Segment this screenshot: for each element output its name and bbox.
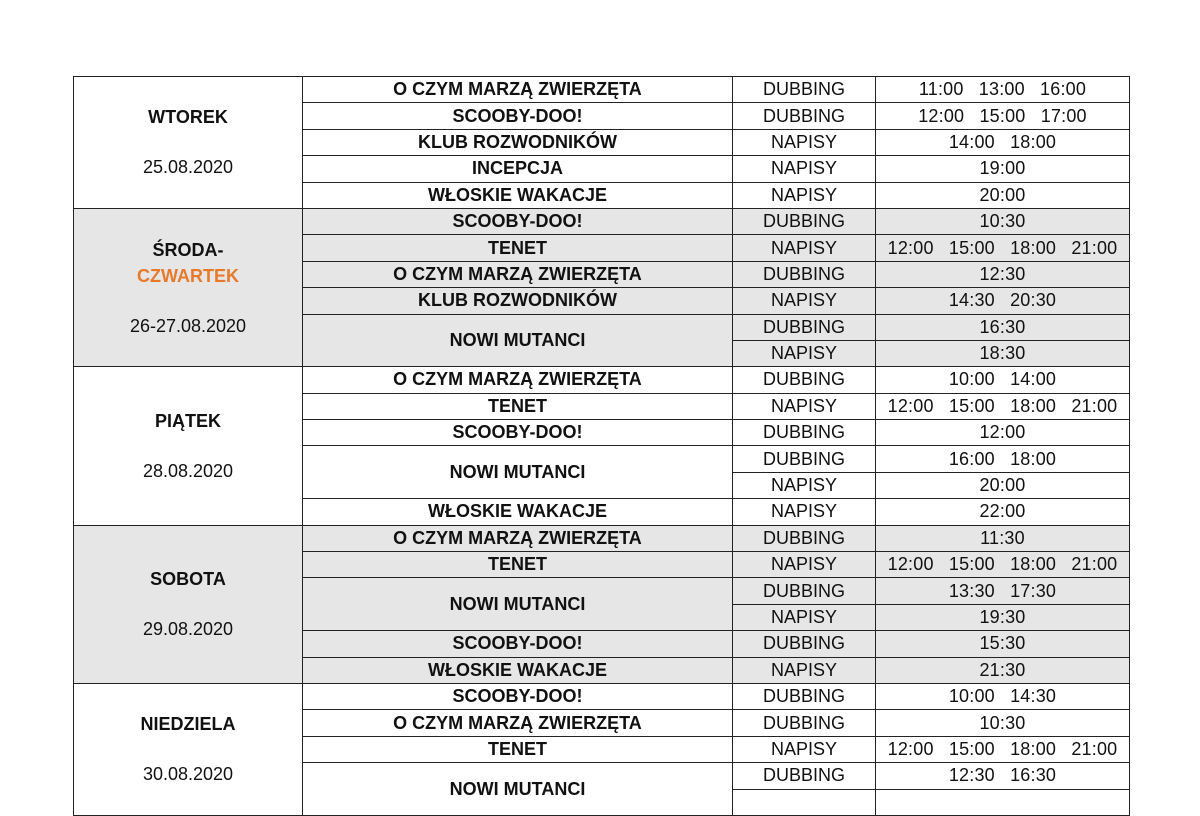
- movie-version: NAPISY: [733, 393, 876, 419]
- movie-title: WŁOSKIE WAKACJE: [303, 657, 733, 683]
- movie-version: NAPISY: [733, 235, 876, 261]
- showtimes: 10:30: [876, 710, 1130, 736]
- movie-version: [733, 789, 876, 815]
- movie-title: INCEPCJA: [303, 156, 733, 182]
- day-cell: [74, 367, 303, 525]
- day-date: 26-27.08.2020: [129, 315, 247, 336]
- movie-title: WŁOSKIE WAKACJE: [303, 182, 733, 208]
- movie-version: DUBBING: [733, 367, 876, 393]
- movie-version: DUBBING: [733, 578, 876, 604]
- schedule-body: [74, 77, 1130, 816]
- showtimes: 11:30: [876, 525, 1130, 551]
- day-date: 29.08.2020: [142, 619, 234, 640]
- movie-version: DUBBING: [733, 314, 876, 340]
- movie-version: NAPISY: [733, 472, 876, 498]
- movie-title: NOWI MUTANCI: [303, 578, 733, 631]
- movie-version: DUBBING: [733, 208, 876, 234]
- showtimes: 16:00 18:00: [876, 446, 1130, 472]
- movie-title: O CZYM MARZĄ ZWIERZĘTA: [303, 367, 733, 393]
- movie-version: NAPISY: [733, 288, 876, 314]
- movie-version: DUBBING: [733, 261, 876, 287]
- showtimes: 12:00 15:00 18:00 21:00: [876, 736, 1130, 762]
- showtimes: 12:00 15:00 18:00 21:00: [876, 552, 1130, 578]
- movie-version: DUBBING: [733, 77, 876, 103]
- movie-version: NAPISY: [733, 156, 876, 182]
- day-date: 28.08.2020: [142, 460, 234, 481]
- showtimes: 21:30: [876, 657, 1130, 683]
- movie-version: DUBBING: [733, 525, 876, 551]
- movie-version: DUBBING: [733, 446, 876, 472]
- movie-title: O CZYM MARZĄ ZWIERZĘTA: [303, 261, 733, 287]
- showtimes: 20:00: [876, 472, 1130, 498]
- showtimes: 12:00 15:00 18:00 21:00: [876, 235, 1130, 261]
- showtimes: 20:00: [876, 182, 1130, 208]
- showtimes: 14:00 18:00: [876, 129, 1130, 155]
- movie-title: O CZYM MARZĄ ZWIERZĘTA: [303, 525, 733, 551]
- showtimes: 13:30 17:30: [876, 578, 1130, 604]
- schedule-row: [74, 525, 1130, 551]
- day-cell: [74, 525, 303, 683]
- movie-title: SCOOBY-DOO!: [303, 103, 733, 129]
- movie-version: DUBBING: [733, 420, 876, 446]
- showtimes: 16:30: [876, 314, 1130, 340]
- day-cell: [74, 77, 303, 209]
- day-cell: [74, 208, 303, 366]
- showtimes: 10:00 14:30: [876, 683, 1130, 709]
- movie-version: NAPISY: [733, 552, 876, 578]
- movie-version: NAPISY: [733, 129, 876, 155]
- showtimes: 12:30 16:30: [876, 763, 1130, 789]
- day-name-extra: CZWARTEK: [137, 265, 239, 286]
- schedule-row: [74, 367, 1130, 393]
- schedule-row: [74, 77, 1130, 103]
- movie-version: NAPISY: [733, 604, 876, 630]
- showtimes: 12:30: [876, 261, 1130, 287]
- movie-title: TENET: [303, 736, 733, 762]
- showtimes: 10:30: [876, 208, 1130, 234]
- movie-version: DUBBING: [733, 103, 876, 129]
- movie-title: O CZYM MARZĄ ZWIERZĘTA: [303, 710, 733, 736]
- movie-version: NAPISY: [733, 657, 876, 683]
- movie-title: WŁOSKIE WAKACJE: [303, 499, 733, 525]
- movie-version: DUBBING: [733, 683, 876, 709]
- movie-title: KLUB ROZWODNIKÓW: [303, 129, 733, 155]
- movie-version: DUBBING: [733, 763, 876, 789]
- movie-title: SCOOBY-DOO!: [303, 683, 733, 709]
- showtimes: 19:30: [876, 604, 1130, 630]
- movie-title: KLUB ROZWODNIKÓW: [303, 288, 733, 314]
- showtimes: 18:30: [876, 340, 1130, 366]
- movie-version: DUBBING: [733, 710, 876, 736]
- movie-version: DUBBING: [733, 631, 876, 657]
- schedule-table: [73, 76, 1130, 816]
- showtimes: 11:00 13:00 16:00: [876, 77, 1130, 103]
- schedule-row: [74, 683, 1130, 709]
- showtimes: 12:00: [876, 420, 1130, 446]
- movie-title: O CZYM MARZĄ ZWIERZĘTA: [303, 77, 733, 103]
- day-date: 30.08.2020: [142, 764, 234, 785]
- movie-version: NAPISY: [733, 340, 876, 366]
- day-name: SOBOTA: [150, 569, 226, 590]
- day-date: 25.08.2020: [142, 157, 234, 178]
- showtimes: [876, 789, 1130, 815]
- day-name: PIĄTEK: [154, 410, 221, 431]
- day-name: WTOREK: [148, 107, 228, 128]
- movie-title: TENET: [303, 552, 733, 578]
- day-name: NIEDZIELA: [140, 714, 236, 735]
- showtimes: 15:30: [876, 631, 1130, 657]
- movie-title: NOWI MUTANCI: [303, 763, 733, 816]
- movie-title: NOWI MUTANCI: [303, 446, 733, 499]
- showtimes: 12:00 15:00 18:00 21:00: [876, 393, 1130, 419]
- showtimes: 12:00 15:00 17:00: [876, 103, 1130, 129]
- day-cell: [74, 683, 303, 815]
- movie-version: NAPISY: [733, 736, 876, 762]
- movie-title: TENET: [303, 393, 733, 419]
- movie-title: SCOOBY-DOO!: [303, 208, 733, 234]
- movie-version: NAPISY: [733, 499, 876, 525]
- showtimes: 22:00: [876, 499, 1130, 525]
- movie-version: NAPISY: [733, 182, 876, 208]
- day-name: ŚRODA-: [152, 239, 224, 260]
- movie-title: NOWI MUTANCI: [303, 314, 733, 367]
- movie-title: SCOOBY-DOO!: [303, 420, 733, 446]
- movie-title: TENET: [303, 235, 733, 261]
- movie-title: SCOOBY-DOO!: [303, 631, 733, 657]
- showtimes: 19:00: [876, 156, 1130, 182]
- showtimes: 10:00 14:00: [876, 367, 1130, 393]
- showtimes: 14:30 20:30: [876, 288, 1130, 314]
- schedule-row: [74, 208, 1130, 234]
